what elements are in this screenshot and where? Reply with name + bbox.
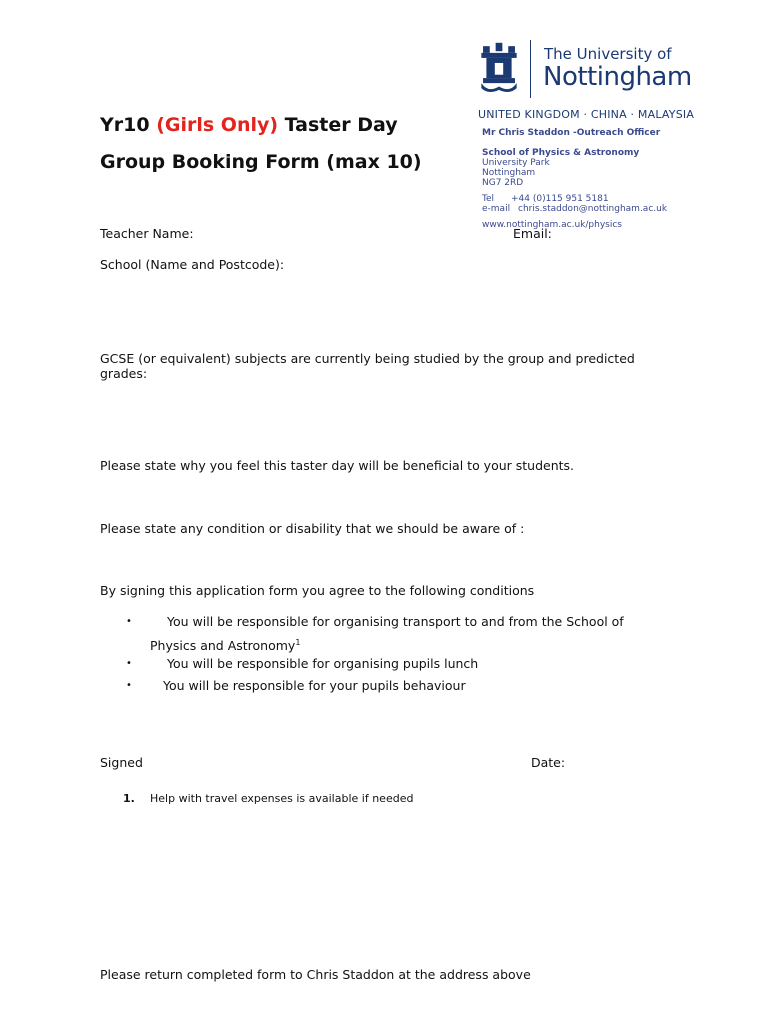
university-crest-icon [478, 40, 520, 96]
footnote-ref: 1 [295, 638, 301, 647]
contact-address-1: University Park [482, 158, 550, 168]
condition-item-3: You will be responsible for your pupils behaviour [163, 678, 466, 693]
page-title-line1 [100, 114, 398, 136]
date-label: Date: [531, 755, 566, 770]
condition-item-1-line2 [150, 635, 300, 653]
contact-address-3: NG7 2RD [482, 178, 524, 188]
footnote-text: Help with travel expenses is available if needed [150, 792, 414, 805]
contact-address-2: Nottingham [482, 168, 536, 178]
conditions-intro: By signing this application form you agree to the following conditions [100, 583, 535, 598]
bullet-1: • [126, 616, 132, 627]
university-name-line1: The University of [544, 45, 672, 63]
university-name-line2: Nottingham [543, 62, 692, 92]
why-label: Please state why you feel this taster day will be beneficial to your students. [100, 458, 575, 473]
university-countries: UNITED KINGDOM · CHINA · MALAYSIA [478, 108, 695, 121]
contact-name: Mr Chris Staddon -Outreach Officer [482, 128, 661, 138]
bullet-2: • [126, 658, 132, 669]
school-label: School (Name and Postcode): [100, 257, 285, 272]
footnote-number: 1. [123, 792, 135, 805]
condition-item-1-line1: You will be responsible for organising transport to and from the School of [167, 614, 624, 629]
teacher-name-label: Teacher Name: [100, 226, 194, 241]
condition-item-1-text: Physics and Astronomy [150, 638, 296, 654]
bullet-3: • [126, 680, 132, 691]
contact-email-label: e-mail [482, 204, 511, 214]
condition-item-2: You will be responsible for organising pupils lunch [167, 656, 479, 671]
title-prefix: Yr10 [100, 114, 157, 136]
page-title-line2: Group Booking Form (max 10) [100, 151, 422, 173]
logo-divider [530, 40, 531, 98]
title-highlight: (Girls Only) [156, 114, 279, 136]
gcse-label: GCSE (or equivalent) subjects are currently being studied by the group and predicted grades: [100, 351, 635, 381]
contact-tel-label: Tel [482, 194, 495, 204]
contact-web[interactable]: www.nottingham.ac.uk/physics [482, 220, 622, 230]
email-label: Email: [513, 226, 552, 241]
title-suffix: Taster Day [278, 114, 398, 136]
contact-tel: +44 (0)115 951 5181 [511, 194, 609, 204]
condition-label: Please state any condition or disability that we should be aware of : [100, 521, 525, 536]
contact-school: School of Physics & Astronomy [482, 148, 640, 158]
return-note: Please return completed form to Chris Staddon at the address above [100, 967, 531, 982]
contact-email[interactable]: chris.staddon@nottingham.ac.uk [518, 204, 668, 214]
signed-label: Signed [100, 755, 143, 770]
